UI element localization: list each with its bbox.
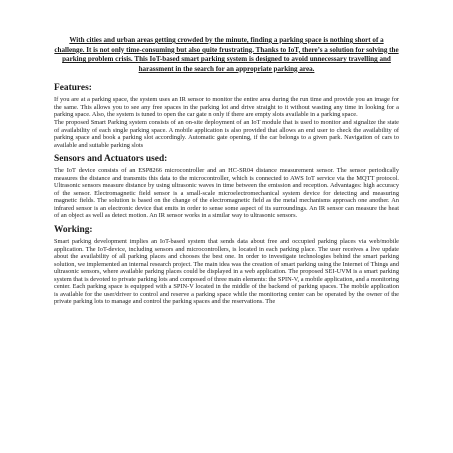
section-paragraph: If you are at a parking space, the system uses an IR sensor to monitor the entire area during the run time and provide you an image for the same. This allows you to see any free spaces in the parking lot and drive straight to it without wasting any time in looking for a parking space. Also, the system is tuned to open the car gate n only if there are empty slots available in a parking space.: [54, 96, 399, 119]
intro-paragraph: With cities and urban areas getting crowded by the minute, finding a parking space is nothing short of a challenge. It is not only time-consuming but also quite frustrating. Thanks to IoT, there’s a solution for solving the parking problem crisis. This IoT-based smart parking system is designed to avoid unnecessary travelling and harassment in the search for an appropriate parking area.: [54, 36, 399, 73]
section-heading: Working:: [54, 225, 93, 236]
section-sensors: [54, 154, 399, 220]
section-paragraph: Smart parking development implies an IoT-based system that sends data about free and occupied parking places via web/mobile application. The IoT-device, including sensors and microcontrollers, is located in each parking place. The user receives a live update about the availability of all parking places and chooses the best one. In order to investigate technologies behind the smart parking solution, we implemented an internal research project. The main idea was the creation of smart parking using the Internet of Things and ultrasonic sensors, where available parking places could be displayed in a web application. The proposed SEI-UVM is a smart parking system that is devoted to private parking lots and composed of three main elements: the SPIN-V, a mobile application, and a monitoring center. Each parking space is equipped with a SPIN-V located in the middle of the backend of parking spaces. The mobile application is available for the user/driver to control and reserve a parking space while the monitoring center can be operated by the owner of the private parking lots to manage and control the parking spaces and the reservations. The: [54, 238, 400, 306]
section-paragraph: The IoT device consists of an ESP8266 microcontroller and an HC-SR04 distance measurement sensor. The sensor periodically measures the distance and transmits this data to the microcontroller, which is connected to AWS IoT service via the MQTT protocol. Ultrasonic sensors measure distance by using ultrasonic waves in time between the emission and reception. Advantages: high accuracy of the sensor. Electromagnetic field sensor is a small-scale microelectromechanical system device for detecting and measuring magnetic fields. The solution is based on the change of the electromagnetic field as the metal mechanisms approach one another. An infrared sensor is an electronic device that emits in order to sense some aspect of its surroundings. An IR sensor can measure the heat of an object as well as detect motion. An IR sensor works in a similar way to ultrasonic sensors.: [54, 167, 399, 220]
section-heading: Features:: [54, 83, 92, 94]
section-paragraph: The proposed Smart Parking system consists of an on-site deployment of an IoT module that is used to monitor and signalize the state of availability of each single parking space. A mobile application is also provided that allows an end user to check the availability of parking space and book a parking slot accordingly. Automatic gate opening, if the car belongs to a given park. Navigation of cars to available and suitable parking slots: [54, 119, 399, 149]
section-heading: Sensors and Actuators used:: [54, 154, 168, 165]
section-features: [54, 83, 399, 149]
section-working: [54, 225, 399, 306]
